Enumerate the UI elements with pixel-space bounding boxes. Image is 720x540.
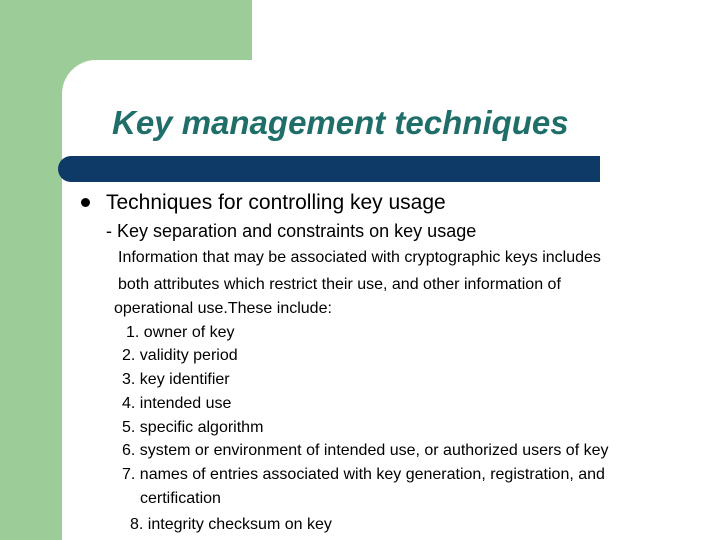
bullet-text: Techniques for controlling key usage: [106, 191, 446, 214]
list-item: 5. specific algorithm: [122, 419, 264, 436]
list-item: 8. integrity checksum on key: [130, 516, 332, 533]
list-item: 4. intended use: [122, 395, 232, 412]
paragraph-line: both attributes which restrict their use, and other information of: [118, 276, 561, 293]
paragraph-line: operational use.These include:: [114, 300, 332, 317]
subheading: - Key separation and constraints on key usage: [106, 221, 477, 241]
list-item: 6. system or environment of intended use, or authorized users of key: [122, 442, 609, 459]
title-underline-bar: [58, 156, 600, 182]
list-item: 3. key identifier: [122, 371, 230, 388]
paragraph-line: Information that may be associated with cryptographic keys includes: [118, 249, 601, 266]
list-item: 1. owner of key: [126, 324, 235, 341]
bullet-icon: [81, 198, 90, 207]
list-item-continuation: certification: [140, 490, 221, 507]
slide-title: Key management techniques: [112, 104, 569, 141]
list-item: 2. validity period: [122, 347, 238, 364]
list-item: 7. names of entries associated with key generation, registration, and: [122, 466, 605, 483]
